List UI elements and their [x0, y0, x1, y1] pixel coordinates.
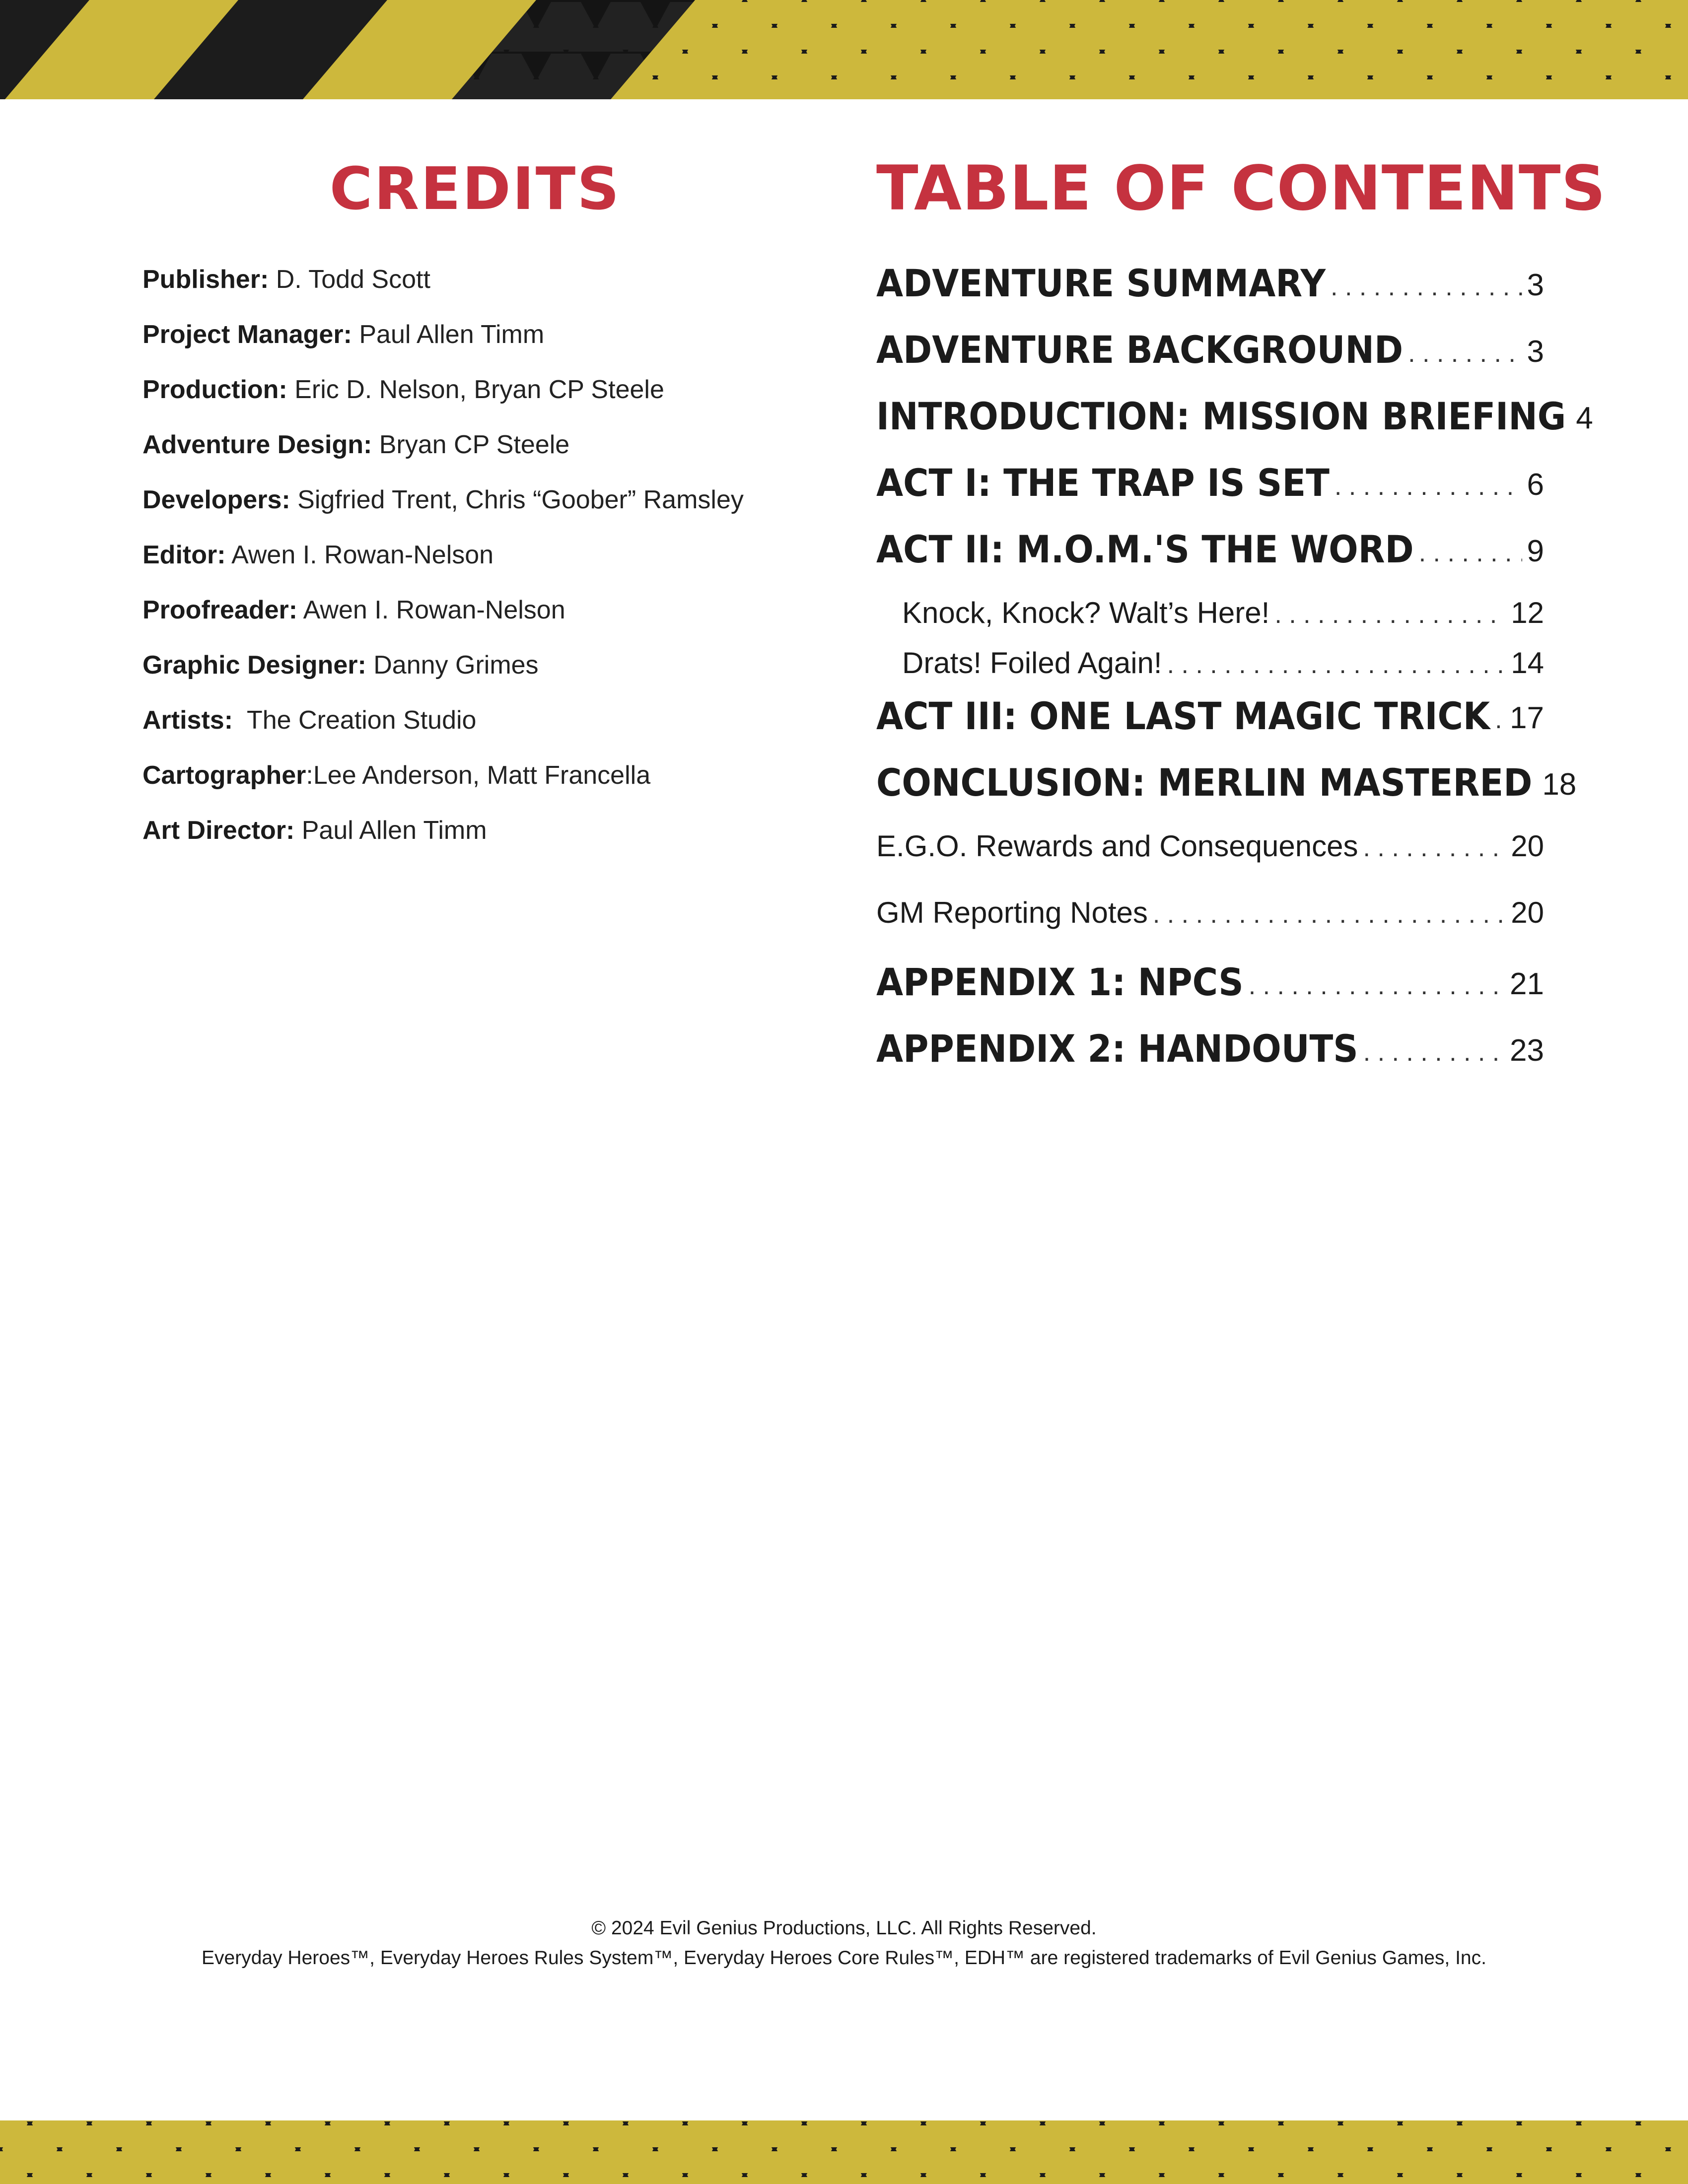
toc-entry[interactable] [876, 263, 1544, 330]
credit-line [142, 528, 808, 583]
credit-role: Proofreader: [142, 596, 298, 624]
credit-line [142, 417, 808, 473]
credit-role: Art Director: [142, 816, 295, 845]
toc-entry-label: GM Reporting Notes [876, 896, 1148, 929]
credit-line [142, 362, 808, 417]
credits-title: CREDITS [329, 154, 621, 223]
toc-entry[interactable] [876, 330, 1544, 396]
toc-entry-page: 6 [1527, 468, 1544, 502]
toc-entry-label: ADVENTURE SUMMARY [876, 261, 1326, 306]
credit-line [142, 638, 808, 693]
toc-entry[interactable] [876, 394, 1593, 463]
dot-leader [1335, 472, 1522, 501]
credit-role: Developers: [142, 485, 290, 514]
credit-role: Publisher: [142, 265, 269, 294]
toc-entry-label: E.G.O. Rewards and Consequences [876, 829, 1358, 863]
toc-entry-page: 17 [1510, 701, 1544, 735]
credit-role: Cartographer [142, 761, 306, 790]
toc-entry[interactable] [876, 529, 1544, 596]
credit-name: D. Todd Scott [269, 265, 430, 294]
credit-role: Production: [142, 375, 287, 404]
credit-role: Project Manager: [142, 320, 352, 349]
toc-entry-label: ADVENTURE BACKGROUND [876, 328, 1404, 372]
honeycomb-graphic [0, 2120, 1688, 2184]
toc-entry[interactable] [876, 1028, 1544, 1095]
toc-entry-label: ACT II: M.O.M.'S THE WORD [876, 527, 1414, 572]
toc-entry-page: 20 [1511, 829, 1544, 863]
toc-entry-page: 3 [1527, 268, 1544, 302]
toc-entry-page: 12 [1511, 596, 1544, 629]
dot-leader [1363, 1037, 1505, 1067]
toc-entry-label: Knock, Knock? Walt’s Here! [902, 596, 1270, 629]
bottom-honeycomb-banner [0, 2120, 1688, 2184]
top-hazard-banner [0, 0, 1688, 99]
credit-name: Bryan CP Steele [372, 430, 570, 459]
toc-entry-page: 3 [1527, 335, 1544, 369]
dot-leader [1167, 650, 1506, 680]
legal-footer [0, 1913, 1688, 1973]
toc-entry-label: ACT I: THE TRAP IS SET [876, 461, 1330, 505]
toc-entry-page: 21 [1510, 967, 1544, 1001]
toc-entry-label: Drats! Foiled Again! [902, 646, 1162, 680]
credit-name: Awen I. Rowan-Nelson [297, 596, 565, 624]
toc-entry-page: 4 [1576, 401, 1593, 435]
dot-leader [1249, 971, 1505, 1001]
trademark-notice: Everyday Heroes™, Everyday Heroes Rules System™, Everyday Heroes Core Rules™, EDH™ are registered trademarks of Evil Genius Games, Inc. [202, 1947, 1486, 1969]
credit-name: Sigfried Trent, Chris “Goober” Ramsley [290, 485, 744, 514]
dot-leader [1363, 833, 1506, 863]
credits-section [142, 149, 808, 858]
dot-leader [1495, 705, 1505, 735]
toc-entry[interactable] [876, 895, 1544, 962]
credit-line [142, 693, 808, 748]
toc-entry[interactable] [876, 962, 1544, 1028]
credit-line [142, 748, 808, 803]
toc-entry[interactable] [876, 696, 1544, 762]
toc-entry[interactable] [876, 596, 1544, 646]
credit-role: Editor: [142, 541, 226, 569]
copyright-notice: © 2024 Evil Genius Productions, LLC. All Rights Reserved. [591, 1917, 1097, 1939]
toc-entry[interactable] [876, 760, 1577, 829]
toc-entry-label: ACT III: ONE LAST MAGIC TRICK [876, 694, 1490, 739]
credit-name: Eric D. Nelson, Bryan CP Steele [287, 375, 664, 404]
credit-name: Awen I. Rowan-Nelson [225, 541, 494, 569]
credit-role: Adventure Design: [142, 430, 372, 459]
credit-line [142, 252, 808, 307]
credit-name: Paul Allen Timm [352, 320, 545, 349]
credit-line [142, 307, 808, 362]
toc-title: TABLE OF CONTENTS [876, 153, 1606, 224]
toc-entry[interactable] [876, 463, 1544, 529]
table-of-contents [876, 149, 1606, 1095]
dot-leader [1153, 899, 1506, 929]
credit-line [142, 583, 808, 638]
credit-line [142, 803, 808, 858]
toc-entry-page: 14 [1511, 646, 1544, 680]
credit-role: Artists: [142, 706, 233, 735]
dot-leader [1408, 339, 1522, 368]
toc-entry-label: INTRODUCTION: MISSION BRIEFING [876, 394, 1566, 439]
credit-name: :Lee Anderson, Matt Francella [306, 761, 651, 790]
toc-entry-label: APPENDIX 2: HANDOUTS [876, 1026, 1358, 1071]
toc-entry-page: 18 [1542, 767, 1577, 802]
toc-entry-page: 20 [1511, 896, 1544, 929]
credit-line [142, 473, 808, 528]
toc-entry[interactable] [876, 646, 1544, 696]
credits-list [142, 252, 808, 858]
toc-entry-label: CONCLUSION: MERLIN MASTERED [876, 760, 1533, 805]
dot-leader [1331, 272, 1522, 302]
dot-leader [1274, 600, 1506, 629]
credit-role: Graphic Designer: [142, 651, 366, 680]
toc-entry-page: 23 [1510, 1033, 1544, 1068]
dot-leader [1419, 538, 1522, 568]
toc-entry-page: 9 [1527, 534, 1544, 568]
credit-name: Paul Allen Timm [294, 816, 487, 845]
credit-name: The Creation Studio [233, 706, 477, 735]
toc-list [876, 261, 1593, 1095]
hazard-stripe-honeycomb-graphic [0, 0, 1688, 99]
toc-entry[interactable] [876, 829, 1544, 895]
credit-name: Danny Grimes [366, 651, 539, 680]
toc-entry-label: APPENDIX 1: NPCS [876, 960, 1244, 1005]
